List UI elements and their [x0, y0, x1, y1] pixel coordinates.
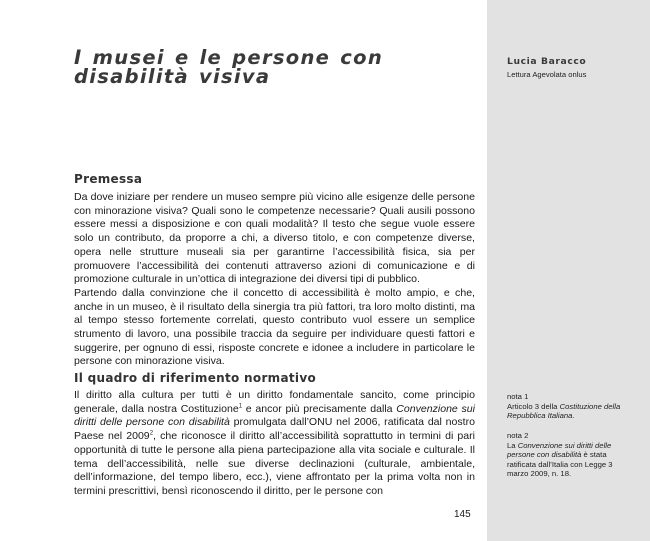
text-run: e ancor più precisamente dalla — [242, 402, 397, 415]
text-run: , che riconosce il diritto all’accessibilità soprattutto in termini di pari opportunità di tutte le persone alla piena partecipazione alla vita sociale e culturale. Il tema dell’accessibilità, nelle sue diverse declinazioni (culturale, ambientale, dell’informazione, del tempo libero, ecc.), viene affrontato per la prima volta non in termini prescrittivi, bensì riconoscendo il diritto, per le persone con — [74, 430, 475, 497]
section-body-quadro-normativo — [74, 389, 475, 499]
note-text-italic: Convenzione sui diritti delle persone con disabilità — [507, 440, 612, 460]
article-title: I musei e le persone con disabilità visiva — [74, 46, 384, 88]
paragraph: Da dove iniziare per rendere un museo sempre più vicino alle esigenze delle persone con minorazione visiva? Quali sono le competenze necessarie? Quali ausili possono essere messi a disposizione e con quali modalità? Il testo che segue vuole essere solo un contributo, da proporre a chi, a diverso titolo, e con competenze diverse, opera nelle strutture museali sia per garantirne l’accessibilità fisica, sia per promuovere l’accessibilità dei contenuti attraverso azioni di comunicazione e di promozione culturale in un’ottica di integrazione dei diversi tipi di pubblico. — [74, 191, 475, 286]
note-label: nota 2 — [507, 431, 529, 440]
convention-title: Convenzione sui diritti delle persone con disabilità — [74, 402, 475, 429]
page-number: 145 — [454, 509, 471, 520]
author-organization: Lettura Agevolata onlus — [507, 70, 587, 79]
author-name: Lucia Baracco — [507, 56, 587, 67]
section-heading-premessa: Premessa — [74, 172, 143, 186]
note-text: è stata ratificata dall’Italia con Legge 3 marzo 2009, n. 18. — [507, 450, 613, 479]
note-text: La — [507, 440, 518, 450]
text-run: promulgata dall’ONU nel 2006, ratificata dal nostro Paese nel 2009 — [74, 416, 475, 443]
paragraph — [74, 389, 475, 499]
note-label: nota 1 — [507, 392, 529, 401]
note-text: . — [572, 411, 575, 421]
footnote-ref-1: 1 — [238, 403, 243, 410]
note-text: Articolo 3 della — [507, 401, 560, 411]
footnote-ref-2: 2 — [149, 430, 154, 437]
section-heading-quadro-normativo: Il quadro di riferimento normativo — [74, 371, 316, 385]
side-note-1 — [507, 392, 635, 421]
side-note-2 — [507, 431, 635, 479]
section-body-premessa — [74, 191, 475, 369]
text-run: Il diritto alla cultura per tutti è un diritto fondamentale sancito, come principio generale, dalla nostra Costituzione — [74, 389, 475, 415]
note-text-italic: Costituzione della Repubblica Italiana — [507, 401, 621, 421]
paragraph: Partendo dalla convinzione che il concetto di accessibilità è molto ampio, e che, anche in un museo, è il risultato della sinergia tra più fattori, tra loro molto distinti, ma al tempo stesso fortemente correlati, questo contributo vuol essere un semplice strumento di lavoro, una possibile traccia da seguire per individuare questi fattori e suggerire, per ognuno di essi, risposte concrete e idonee a includere in particolare le persone con minorazione visiva. — [74, 286, 475, 368]
